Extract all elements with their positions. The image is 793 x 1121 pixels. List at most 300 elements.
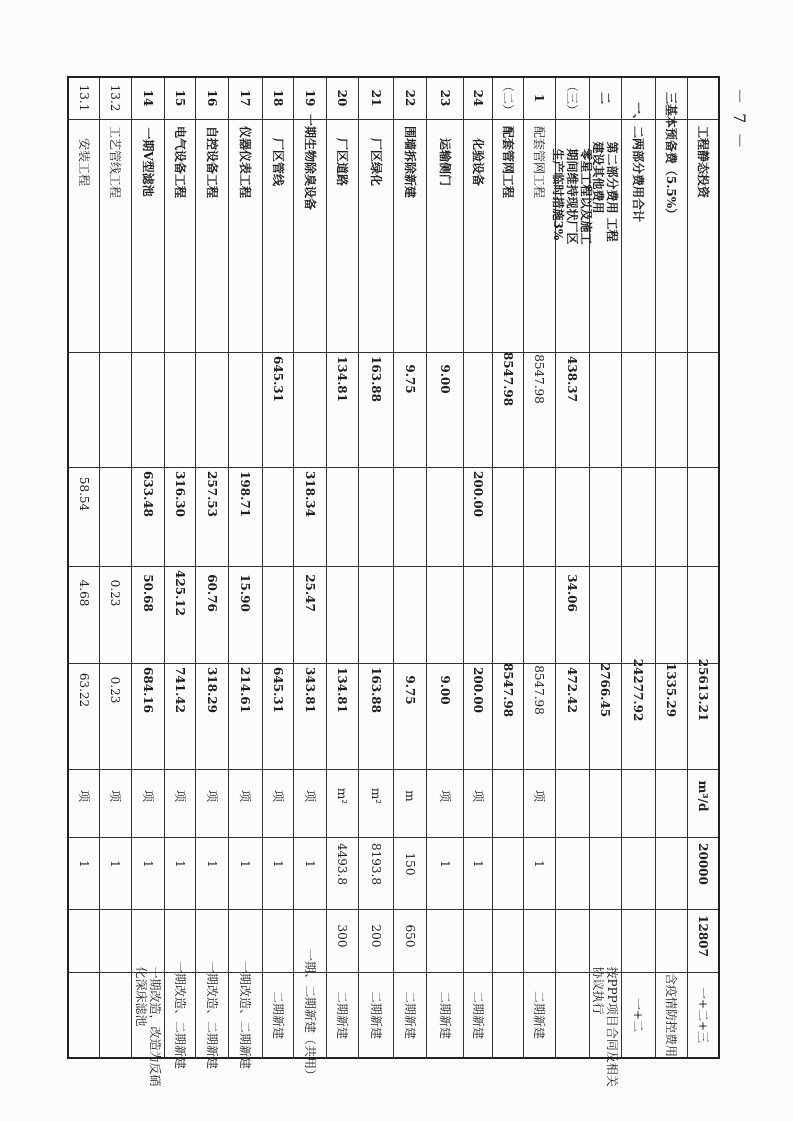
cell-no xyxy=(99,77,131,119)
cell-unit xyxy=(164,769,195,837)
no-text: 19 xyxy=(302,89,317,107)
qty-text: 1 xyxy=(532,859,546,868)
cell-cost_a xyxy=(164,467,195,566)
no-text: 23 xyxy=(437,89,452,107)
field-row-note xyxy=(68,972,719,1058)
cell-cost_b xyxy=(621,566,655,663)
cost_b-text: 425.12 xyxy=(172,569,187,616)
cell-unit xyxy=(131,769,164,837)
cell-name xyxy=(426,119,463,352)
cell-name xyxy=(131,119,164,352)
total-text: 645.31 xyxy=(270,355,285,402)
cell-cost_b xyxy=(164,566,195,663)
no-text: 二 xyxy=(598,92,612,105)
cell-price xyxy=(326,909,358,972)
no-text: 20 xyxy=(335,89,349,107)
cell-price xyxy=(262,909,293,972)
cell-qty xyxy=(687,837,719,909)
cell-cost_a xyxy=(589,467,621,566)
cost_b-text: 34.06 xyxy=(565,573,579,612)
cell-cost_a xyxy=(621,467,655,566)
cell-unit xyxy=(326,769,358,837)
cell-amount xyxy=(555,663,589,769)
name-text: 一、二两部分费用合计 xyxy=(631,101,645,222)
name-text: 厂区管线 xyxy=(270,137,285,186)
cell-cost_a xyxy=(555,467,589,566)
cell-qty xyxy=(492,837,523,909)
cell-name xyxy=(68,119,99,352)
amount-text: 163.88 xyxy=(368,666,383,713)
cell-cost_b xyxy=(492,566,523,663)
amount-text: 24277.92 xyxy=(631,658,645,721)
unit-text: m³/d xyxy=(695,780,710,811)
total-text: 9.75 xyxy=(402,363,417,394)
cell-cost_b xyxy=(195,566,228,663)
cell-name xyxy=(228,119,262,352)
qty-text: 8193.8 xyxy=(368,842,383,885)
cell-amount xyxy=(393,663,426,769)
cell-qty xyxy=(426,837,463,909)
qty-text: 1 xyxy=(108,859,122,868)
amount-text: 1335.29 xyxy=(664,662,678,717)
cell-cost_a xyxy=(131,467,164,566)
cell-unit xyxy=(621,769,655,837)
amount-text: 25613.21 xyxy=(695,658,710,721)
total-text: 438.37 xyxy=(565,355,579,402)
cell-cost_a xyxy=(195,467,228,566)
note-text: 二期新建 xyxy=(368,990,383,1039)
cell-no xyxy=(492,77,523,119)
no-text: （三） xyxy=(565,80,579,117)
name-text: 一期生物除臭设备 xyxy=(302,113,317,210)
total-text: 8547.98 xyxy=(532,353,546,404)
note-text: 二期新建 xyxy=(532,990,546,1039)
page-number: － 7 － xyxy=(730,88,749,151)
unit-text: 项 xyxy=(238,789,252,802)
cell-cost_b xyxy=(426,566,463,663)
cell-amount xyxy=(164,663,195,769)
field-row-name xyxy=(68,119,719,352)
name-text: 电气设备工程 xyxy=(172,125,187,198)
cell-cost_b xyxy=(687,566,719,663)
unit-text: 项 xyxy=(302,789,317,802)
cost_b-text: 4.68 xyxy=(76,579,91,606)
cell-amount xyxy=(358,663,393,769)
name-text: 基本预备费（5.5%） xyxy=(664,103,678,220)
cell-name xyxy=(195,119,228,352)
cell-name xyxy=(551,119,593,352)
cell-price xyxy=(393,909,426,972)
cell-qty xyxy=(393,837,426,909)
cell-cost_a xyxy=(293,467,326,566)
cell-unit xyxy=(463,769,492,837)
cell-qty xyxy=(523,837,555,909)
amount-text: 63.22 xyxy=(76,672,91,707)
note-text: 二期新建 xyxy=(470,990,485,1039)
cell-price xyxy=(655,909,687,972)
cell-total xyxy=(687,352,719,467)
cost_b-text: 0.23 xyxy=(108,579,122,606)
note-text: 一期、二期新建（共用） xyxy=(302,948,317,1081)
cell-cost_a xyxy=(687,467,719,566)
cell-amount xyxy=(463,663,492,769)
cost_b-text: 60.76 xyxy=(204,573,219,612)
cell-amount xyxy=(492,663,523,769)
cell-cost_a xyxy=(426,467,463,566)
cell-price xyxy=(687,909,719,972)
cell-no xyxy=(687,77,719,119)
cell-amount xyxy=(195,663,228,769)
note-text: 一+二+三 xyxy=(695,986,710,1043)
cell-cost_b xyxy=(589,566,621,663)
cell-price xyxy=(555,909,589,972)
cell-price xyxy=(358,909,393,972)
cell-price xyxy=(523,909,555,972)
cell-cost_a xyxy=(99,467,131,566)
cell-no xyxy=(555,77,589,119)
cell-no xyxy=(463,77,492,119)
cell-note xyxy=(228,960,262,1069)
cell-amount xyxy=(262,663,293,769)
unit-text: 项 xyxy=(437,789,452,802)
name-text: 仪器仪表工程 xyxy=(238,125,252,198)
cell-total xyxy=(99,352,131,467)
total-text: 8547.98 xyxy=(500,351,515,406)
cell-amount xyxy=(293,663,326,769)
cell-name xyxy=(164,119,195,352)
cell-note xyxy=(68,972,99,1058)
name-text: 工艺管线工程 xyxy=(108,125,122,198)
amount-text: 9.75 xyxy=(402,674,417,705)
cell-note xyxy=(687,972,719,1058)
cell-note xyxy=(262,972,293,1058)
amount-text: 0.23 xyxy=(108,676,122,703)
cell-price xyxy=(492,909,523,972)
cost_a-text: 200.00 xyxy=(470,470,485,517)
cell-note xyxy=(655,972,687,1058)
cell-name xyxy=(99,119,131,352)
cell-amount xyxy=(228,663,262,769)
cell-qty xyxy=(621,837,655,909)
cell-no xyxy=(358,77,393,119)
cell-unit xyxy=(523,769,555,837)
cell-cost_a xyxy=(68,467,99,566)
cell-no xyxy=(523,77,555,119)
cost_b-text: 25.47 xyxy=(302,573,317,612)
cell-name xyxy=(326,119,358,352)
name-text: 第二部分费用 工程建设其他费用 xyxy=(591,141,619,242)
cell-amount xyxy=(426,663,463,769)
name-text: 安装工程 xyxy=(76,137,91,186)
cell-cost_b xyxy=(131,566,164,663)
no-text: 1 xyxy=(532,94,546,103)
name-text: 配套管网工程 xyxy=(500,125,515,198)
field-row-amount xyxy=(68,663,719,769)
qty-text: 1 xyxy=(238,859,252,868)
cell-cost_b xyxy=(262,566,293,663)
cell-amount xyxy=(621,658,655,769)
amount-text: 200.00 xyxy=(470,666,485,713)
cell-price xyxy=(68,909,99,972)
qty-text: 1 xyxy=(437,859,452,868)
cell-qty xyxy=(228,837,262,909)
unit-text: 项 xyxy=(270,789,285,802)
qty-text: 1 xyxy=(302,859,317,868)
cell-cost_b xyxy=(293,566,326,663)
name-text: 一期V型滤池 xyxy=(140,126,155,197)
cell-unit xyxy=(426,769,463,837)
unit-text: 项 xyxy=(470,789,485,802)
cell-note xyxy=(99,972,131,1058)
cell-unit xyxy=(492,769,523,837)
cell-name xyxy=(293,113,326,352)
cost_a-text: 316.30 xyxy=(172,470,187,517)
field-row-cost_a xyxy=(68,467,719,566)
price-text: 650 xyxy=(402,924,417,947)
cell-name xyxy=(262,119,293,352)
cell-price xyxy=(99,909,131,972)
cell-total xyxy=(492,352,523,467)
price-text: 200 xyxy=(368,924,383,947)
unit-text: 项 xyxy=(172,789,187,802)
no-text: 13.2 xyxy=(108,84,122,112)
cell-unit xyxy=(655,769,687,837)
cell-total xyxy=(393,352,426,467)
cell-price xyxy=(426,909,463,972)
qty-text: 150 xyxy=(402,852,417,875)
cell-total xyxy=(358,352,393,467)
unit-text: m² xyxy=(335,787,349,804)
cell-price xyxy=(131,909,164,972)
unit-text: m² xyxy=(368,787,383,804)
name-text: 自控设备工程 xyxy=(204,125,219,198)
cell-amount xyxy=(687,658,719,769)
cell-unit xyxy=(393,769,426,837)
note-text: 一期改造、二期新建 xyxy=(238,960,252,1069)
cell-total xyxy=(68,352,99,467)
cell-no xyxy=(393,77,426,119)
cell-unit xyxy=(228,769,262,837)
cell-cost_b xyxy=(555,566,589,663)
cell-note xyxy=(492,972,523,1058)
cell-total xyxy=(164,352,195,467)
cell-cost_b xyxy=(358,566,393,663)
cost_a-text: 318.34 xyxy=(302,470,317,517)
no-text: 22 xyxy=(402,89,417,107)
unit-text: 项 xyxy=(76,789,91,802)
cell-qty xyxy=(195,837,228,909)
total-text: 134.81 xyxy=(335,355,349,402)
amount-text: 472.42 xyxy=(565,666,579,713)
name-text: 化验设备 xyxy=(470,137,485,186)
cell-unit xyxy=(195,769,228,837)
name-text: 运输侧门 xyxy=(437,137,452,186)
qty-text: 1 xyxy=(172,859,187,868)
cell-qty xyxy=(358,837,393,909)
cell-total xyxy=(655,352,687,467)
cell-unit xyxy=(99,769,131,837)
cell-unit xyxy=(555,769,589,837)
cell-cost_a xyxy=(655,467,687,566)
cost_a-text: 58.54 xyxy=(76,476,91,511)
no-text: 17 xyxy=(238,89,252,107)
amount-text: 134.81 xyxy=(335,666,349,713)
note-text: 一+二 xyxy=(631,997,645,1032)
cell-unit xyxy=(358,769,393,837)
cell-note xyxy=(555,972,589,1058)
name-text: 工程静态投资 xyxy=(695,125,710,198)
note-text: 二期新建 xyxy=(335,990,349,1039)
amount-text: 318.29 xyxy=(204,666,219,713)
cell-no xyxy=(68,77,99,119)
cell-note xyxy=(164,960,195,1069)
cell-no xyxy=(262,77,293,119)
cell-cost_a xyxy=(523,467,555,566)
cell-qty xyxy=(655,837,687,909)
unit-text: 项 xyxy=(204,789,219,802)
cell-cost_a xyxy=(492,467,523,566)
cost_b-text: 50.68 xyxy=(140,573,155,612)
cell-cost_b xyxy=(523,566,555,663)
cell-amount xyxy=(68,663,99,769)
cell-cost_a xyxy=(262,467,293,566)
cell-no xyxy=(228,77,262,119)
cell-cost_a xyxy=(358,467,393,566)
cell-qty xyxy=(99,837,131,909)
field-row-cost_b xyxy=(68,566,719,663)
unit-text: m xyxy=(402,789,417,802)
unit-text: 项 xyxy=(532,789,546,802)
note-text: 二期新建 xyxy=(402,990,417,1039)
cell-total xyxy=(621,352,655,467)
cell-name xyxy=(687,119,719,352)
name-text: 厂区道路 xyxy=(335,137,349,186)
investment-estimate-table xyxy=(67,76,720,1087)
field-row-price xyxy=(68,909,719,972)
cell-name xyxy=(358,119,393,352)
amount-text: 741.42 xyxy=(172,666,187,713)
no-text: 三 xyxy=(664,92,678,105)
amount-text: 8547.98 xyxy=(532,664,546,715)
cost_b-text: 15.90 xyxy=(238,573,252,612)
name-text: 配套管网工程 xyxy=(532,125,546,198)
cell-note xyxy=(393,972,426,1058)
cell-cost_b xyxy=(68,566,99,663)
name-text: 厂区绿化 xyxy=(368,137,383,186)
no-text: 24 xyxy=(470,89,485,107)
total-text: 9.00 xyxy=(437,363,452,394)
amount-text: 8547.98 xyxy=(500,662,515,717)
cell-total xyxy=(426,352,463,467)
cost_a-text: 257.53 xyxy=(204,470,219,517)
cost_a-text: 633.48 xyxy=(140,470,155,517)
note-text: 按PPP项目合同及相关协议执行 xyxy=(591,966,619,1087)
note-text: 一期改造，改造为反硝化深床滤池 xyxy=(133,966,162,1087)
cell-note xyxy=(358,972,393,1058)
cell-note xyxy=(523,972,555,1058)
price-text: 12807 xyxy=(695,914,710,957)
cell-note xyxy=(131,966,164,1087)
cell-total xyxy=(555,352,589,467)
cell-note xyxy=(463,972,492,1058)
cell-qty xyxy=(293,837,326,909)
cell-unit xyxy=(293,769,326,837)
cell-qty xyxy=(589,837,621,909)
cell-no xyxy=(164,77,195,119)
qty-text: 1 xyxy=(470,859,485,868)
cell-total xyxy=(326,352,358,467)
qty-text: 4493.8 xyxy=(335,842,349,885)
cell-unit xyxy=(262,769,293,837)
cell-total xyxy=(463,352,492,467)
cell-qty xyxy=(463,837,492,909)
cell-name xyxy=(621,101,655,352)
cell-no xyxy=(589,77,621,119)
amount-text: 684.16 xyxy=(140,666,155,713)
cell-note xyxy=(326,972,358,1058)
cell-cost_b xyxy=(655,566,687,663)
cell-name xyxy=(492,119,523,352)
no-text: 15 xyxy=(172,89,187,107)
no-text: 13.1 xyxy=(76,84,91,112)
cell-unit xyxy=(68,769,99,837)
amount-text: 645.31 xyxy=(270,666,285,713)
cell-amount xyxy=(523,663,555,769)
cell-note xyxy=(589,966,621,1087)
field-row-unit xyxy=(68,769,719,837)
cell-cost_b xyxy=(326,566,358,663)
cell-cost_b xyxy=(463,566,492,663)
qty-text: 1 xyxy=(140,859,155,868)
note-text: 二期新建 xyxy=(270,990,285,1039)
cell-price xyxy=(463,909,492,972)
cell-total xyxy=(262,352,293,467)
cell-qty xyxy=(555,837,589,909)
price-text: 300 xyxy=(335,924,349,947)
cell-unit xyxy=(589,769,621,837)
no-text: 14 xyxy=(140,89,155,107)
cell-qty xyxy=(164,837,195,909)
qty-text: 1 xyxy=(204,859,219,868)
cell-amount xyxy=(99,663,131,769)
field-row-qty xyxy=(68,837,719,909)
cell-note xyxy=(293,948,326,1081)
amount-text: 214.61 xyxy=(238,666,252,713)
cell-price xyxy=(621,909,655,972)
cost_a-text: 198.71 xyxy=(238,470,252,517)
amount-text: 9.00 xyxy=(437,674,452,705)
cell-qty xyxy=(68,837,99,909)
cell-unit xyxy=(687,769,719,837)
cell-total xyxy=(523,352,555,467)
cell-amount xyxy=(326,663,358,769)
cell-cost_b xyxy=(228,566,262,663)
field-row-total xyxy=(68,352,719,467)
cell-price xyxy=(589,909,621,972)
cell-total xyxy=(228,352,262,467)
qty-text: 1 xyxy=(270,859,285,868)
cell-name xyxy=(393,119,426,352)
cell-note xyxy=(426,972,463,1058)
cell-total xyxy=(293,352,326,467)
cell-cost_a xyxy=(228,467,262,566)
total-text: 163.88 xyxy=(368,355,383,402)
cell-amount xyxy=(131,663,164,769)
cell-no xyxy=(195,77,228,119)
qty-text: 20000 xyxy=(695,842,710,885)
cell-no xyxy=(326,77,358,119)
cell-name xyxy=(463,119,492,352)
